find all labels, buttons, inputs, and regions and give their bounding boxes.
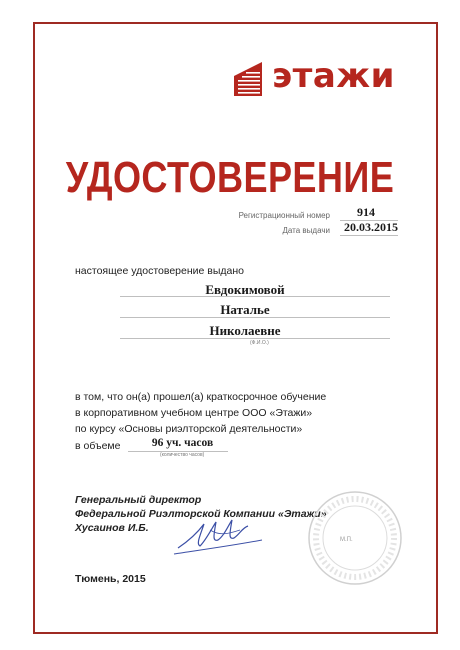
city-year: Тюмень, 2015 <box>75 573 146 585</box>
volume-caption: (количество часов) <box>160 452 205 458</box>
recipient-first-name: Наталье <box>220 302 270 317</box>
patronymic-line <box>120 338 390 339</box>
recipient-last-name: Евдокимовой <box>205 282 285 297</box>
building-logo-icon <box>234 62 270 96</box>
stamp-label: М.П. <box>340 537 353 543</box>
body-line-3: по курсу «Основы риэлторской деятельности» <box>75 423 303 435</box>
logo-text: этажи <box>272 56 395 96</box>
certificate-title: УДОСТОВЕРЕНИЕ <box>65 153 395 202</box>
first-name-line <box>120 317 390 318</box>
issue-date-label: Дата выдачи <box>282 226 330 235</box>
company-name: Федеральной Риэлторской Компании «Этажи» <box>75 508 327 520</box>
body-line-2: в корпоративном учебном центре ООО «Этажи» <box>75 407 313 419</box>
recipient-patronymic: Николаевне <box>209 323 281 338</box>
last-name-line <box>120 296 390 297</box>
stamp-seal-icon <box>305 488 405 588</box>
company-logo <box>234 56 395 96</box>
issue-date-value: 20.03.2015 <box>344 220 398 234</box>
signature-image <box>170 510 270 560</box>
volume-label: в объеме <box>75 440 121 452</box>
issue-date-line <box>340 235 398 236</box>
name-caption: (Ф.И.О.) <box>250 340 269 346</box>
registration-number-label: Регистрационный номер <box>238 211 330 220</box>
director-name: Хусаинов И.Б. <box>75 522 149 534</box>
body-line-1: в том, что он(а) прошел(а) краткосрочное обучение <box>75 391 327 403</box>
volume-value: 96 уч. часов <box>151 437 214 449</box>
director-title: Генеральный директор <box>75 494 202 506</box>
registration-number-value: 914 <box>357 205 375 219</box>
intro-text: настоящее удостоверение выдано <box>75 265 244 277</box>
